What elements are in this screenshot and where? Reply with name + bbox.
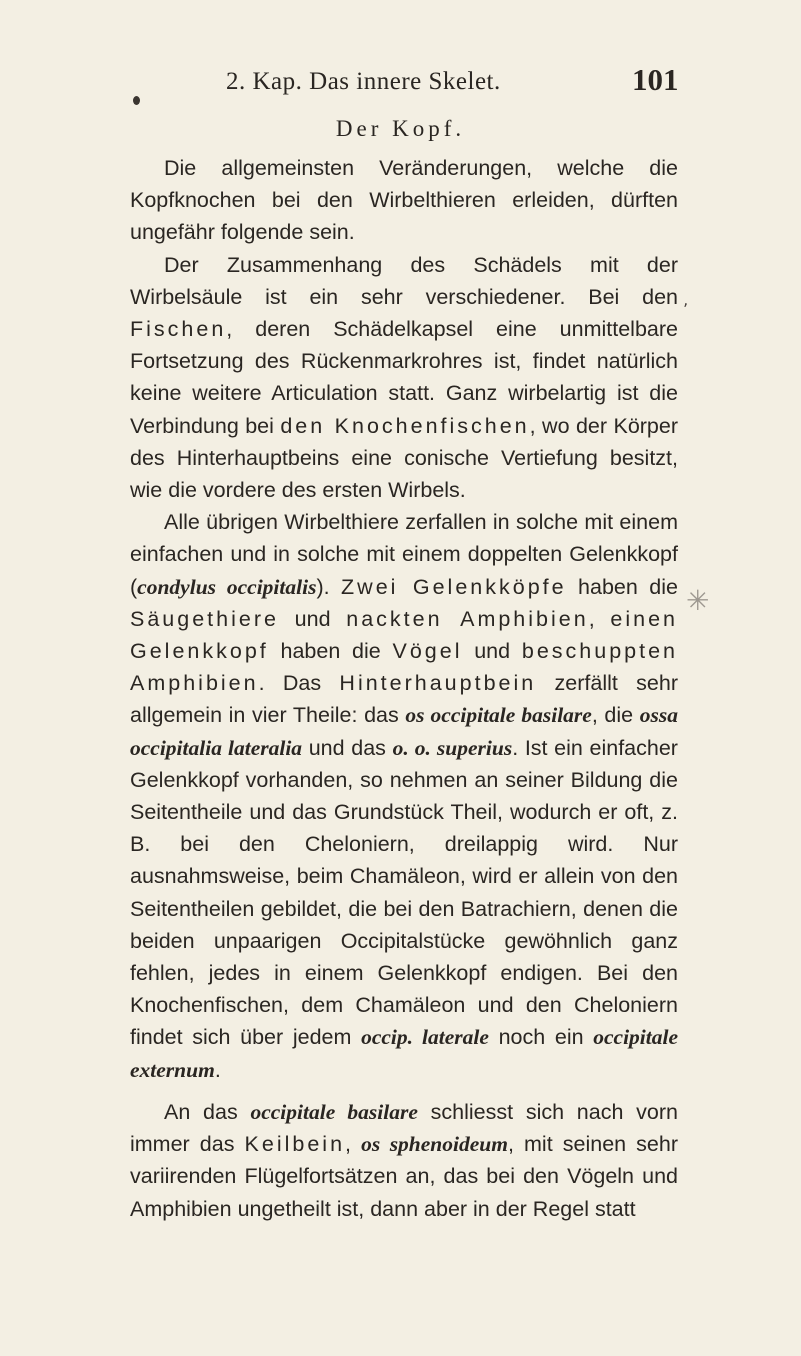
spaced-term: Keilbein xyxy=(244,1132,346,1157)
paragraph xyxy=(130,1096,678,1225)
spaced-term: beschuppten Amphibien xyxy=(130,639,678,696)
text-run: und xyxy=(278,606,347,631)
text-run: schliesst sich nach vorn immer das xyxy=(130,1099,678,1157)
spaced-term: den Knochenfischen xyxy=(280,413,530,438)
spaced-term: nackten Amphibien xyxy=(346,606,589,631)
text-run: , xyxy=(588,606,611,631)
text-run: haben die xyxy=(566,574,678,599)
text-run: . Das xyxy=(258,671,340,696)
paragraph xyxy=(130,152,678,249)
text-run: Die allgemeinsten Veränderungen, welche die Kopfknochen bei den Wirbelthieren erleiden, dürften ungefähr folgende sein. xyxy=(130,156,678,245)
text-run: , xyxy=(345,1132,362,1157)
text-run: und das xyxy=(302,735,393,760)
spaced-term: einen Gelenkkopf xyxy=(130,606,678,664)
latin-term: os occipitale basilare xyxy=(405,703,592,728)
text-run: . xyxy=(214,1057,221,1082)
latin-term: o. o. superius xyxy=(392,735,513,760)
text-run: , deren Schädelkapsel eine unmittelbare Fortsetzung des Rückenmarkrohres ist, findet natürlich keine weitere Articulation statt. Ganz wirbelartig ist die Verbindung bei xyxy=(130,317,678,438)
latin-term: occipitale basilare xyxy=(250,1099,418,1124)
text-run: Der Zusammenhang des Schädels mit der Wirbelsäule ist ein sehr verschiedener. Bei den xyxy=(130,252,678,309)
ink-spot xyxy=(133,96,140,105)
text-run: haben die xyxy=(268,639,393,664)
latin-term: os sphenoideum xyxy=(361,1132,508,1157)
running-head xyxy=(0,62,801,102)
paragraph xyxy=(130,249,678,507)
text-run: , die xyxy=(591,703,640,728)
margin-tick-mark: ʼ xyxy=(683,300,689,319)
text-run: Alle übrigen Wirbelthiere zerfallen in solche mit einem einfachen und in solche mit einem doppelten Gelenkkopf ( xyxy=(130,510,678,599)
text-run: ). xyxy=(316,574,342,599)
latin-term: ossa occipitalia lateralia xyxy=(130,703,678,760)
text-run: zerfällt sehr allgemein in vier Theile: das xyxy=(130,671,678,728)
spaced-term: Hinterhauptbein xyxy=(339,671,537,696)
spaced-term: Zwei Gelenkköpfe xyxy=(341,574,567,599)
text-run: und xyxy=(462,639,522,664)
text-run: An das xyxy=(164,1099,251,1124)
spaced-term: Vögel xyxy=(392,639,463,664)
text-run: , wo der Körper des Hinterhauptbeins eine conische Vertiefung besitzt, wie die vordere des ersten Wirbels. xyxy=(130,413,679,503)
spaced-term: Fischen xyxy=(130,317,227,342)
latin-term: occipitale externum xyxy=(130,1025,679,1082)
body-text xyxy=(130,152,678,1225)
latin-term: condylus occipitalis xyxy=(137,574,317,599)
spaced-term: Säugethiere xyxy=(130,606,279,631)
text-run: , mit seinen sehr variirenden Flügelfortsätzen an, das bei den Vögeln und Amphibien ungetheilt ist, dann aber in der Regel statt xyxy=(130,1132,679,1221)
margin-star-mark: ✳ xyxy=(686,584,710,617)
text-run: . Ist ein einfacher Gelenkkopf vorhanden, so nehmen an seiner Bildung die Seitentheile und das Grundstück Theil, wodurch er oft, z. B. bei den Cheloniern, dreilappig wird. Nur ausnahmsweise, beim Chamäleon, wird er allein von den Seitentheilen gebildet, die bei den Batrachiern, denen die beiden unpaarigen Occipitalstücke gewöhnlich ganz fehlen, jedes in einem Gelenkkopf endigen. Bei den Knochenfischen, dem Chamäleon und den Cheloniern findet sich über jedem xyxy=(130,735,678,1050)
latin-term: occip. laterale xyxy=(361,1025,489,1050)
page-number: 101 xyxy=(632,62,679,97)
text-run: noch ein xyxy=(488,1025,594,1050)
paragraph xyxy=(130,506,678,1086)
section-title: Der Kopf. xyxy=(335,116,466,141)
chapter-heading: 2. Kap. Das innere Skelet. xyxy=(226,68,501,95)
